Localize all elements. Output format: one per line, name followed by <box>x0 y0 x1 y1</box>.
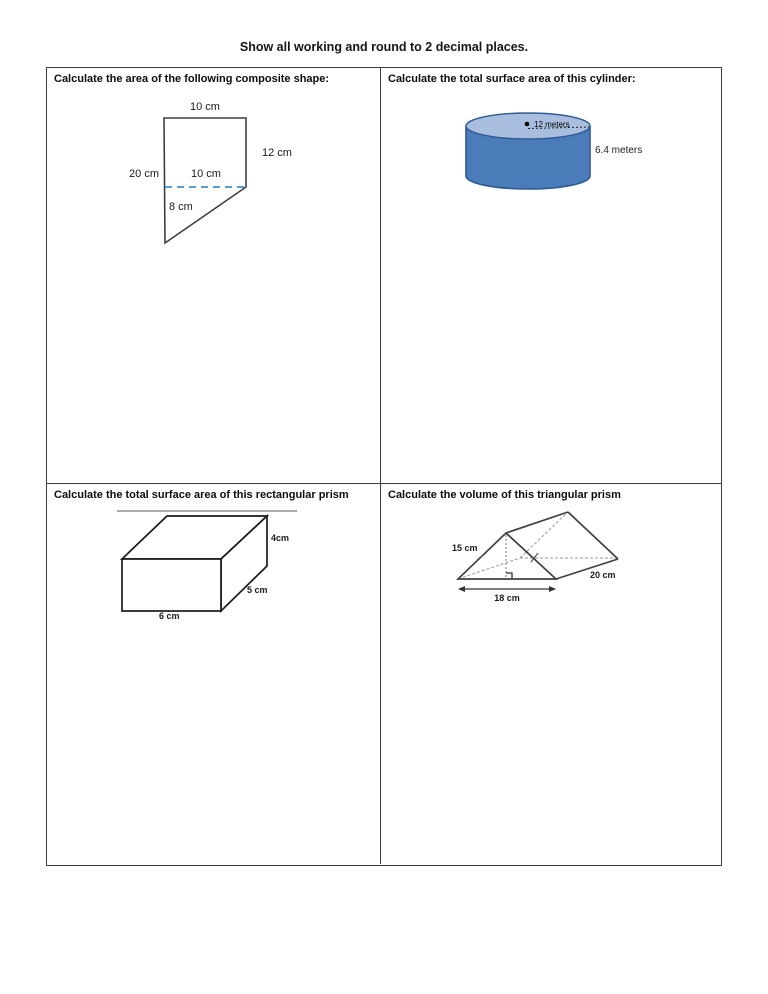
page-title: Show all working and round to 2 decimal places. <box>239 40 529 54</box>
ridge-edge <box>506 512 568 533</box>
label-tri-slant: 15 cm <box>452 543 478 553</box>
tick-mark <box>478 553 486 559</box>
label-top-width: 10 cm <box>190 101 220 113</box>
question-prompt: Calculate the volume of this triangular prism <box>388 489 621 501</box>
cell-cylinder <box>381 68 721 484</box>
base-measure-arrow <box>458 586 556 592</box>
label-tri-depth: 20 cm <box>590 570 616 580</box>
label-inner-height: 8 cm <box>169 201 193 213</box>
label-prism-width: 6 cm <box>159 611 180 621</box>
label-left-height: 20 cm <box>129 168 159 180</box>
question-prompt: Calculate the area of the following composite shape: <box>54 73 330 85</box>
cell-rectangular-prism <box>47 484 381 864</box>
right-angle-marker <box>506 573 512 579</box>
triangular-prism-diagram <box>431 506 651 616</box>
question-prompt: Calculate the total surface area of this cylinder: <box>388 73 636 85</box>
label-right-height: 12 cm <box>262 147 292 159</box>
cell-triangular-prism <box>381 484 721 864</box>
question-prompt: Calculate the total surface area of this rectangular prism <box>54 489 349 501</box>
prism-edges <box>458 512 618 579</box>
question-table <box>46 67 722 866</box>
prism-front-face <box>122 559 221 611</box>
label-cylinder-height: 6.4 meters <box>595 145 643 156</box>
center-dot <box>525 122 530 127</box>
label-inner-width: 10 cm <box>191 168 221 180</box>
composite-shape-outline <box>164 118 246 243</box>
cylinder-diagram <box>461 104 671 199</box>
label-prism-height: 4cm <box>271 533 290 543</box>
label-tri-base: 18 cm <box>494 593 520 603</box>
back-slant-edge <box>568 512 618 559</box>
composite-shape-diagram <box>111 91 311 256</box>
front-triangle <box>458 533 556 579</box>
rectangular-prism-diagram <box>111 506 311 651</box>
label-diameter: 12 meters <box>534 120 570 129</box>
cell-composite-shape <box>47 68 381 484</box>
label-prism-depth: 5 cm <box>247 585 268 595</box>
